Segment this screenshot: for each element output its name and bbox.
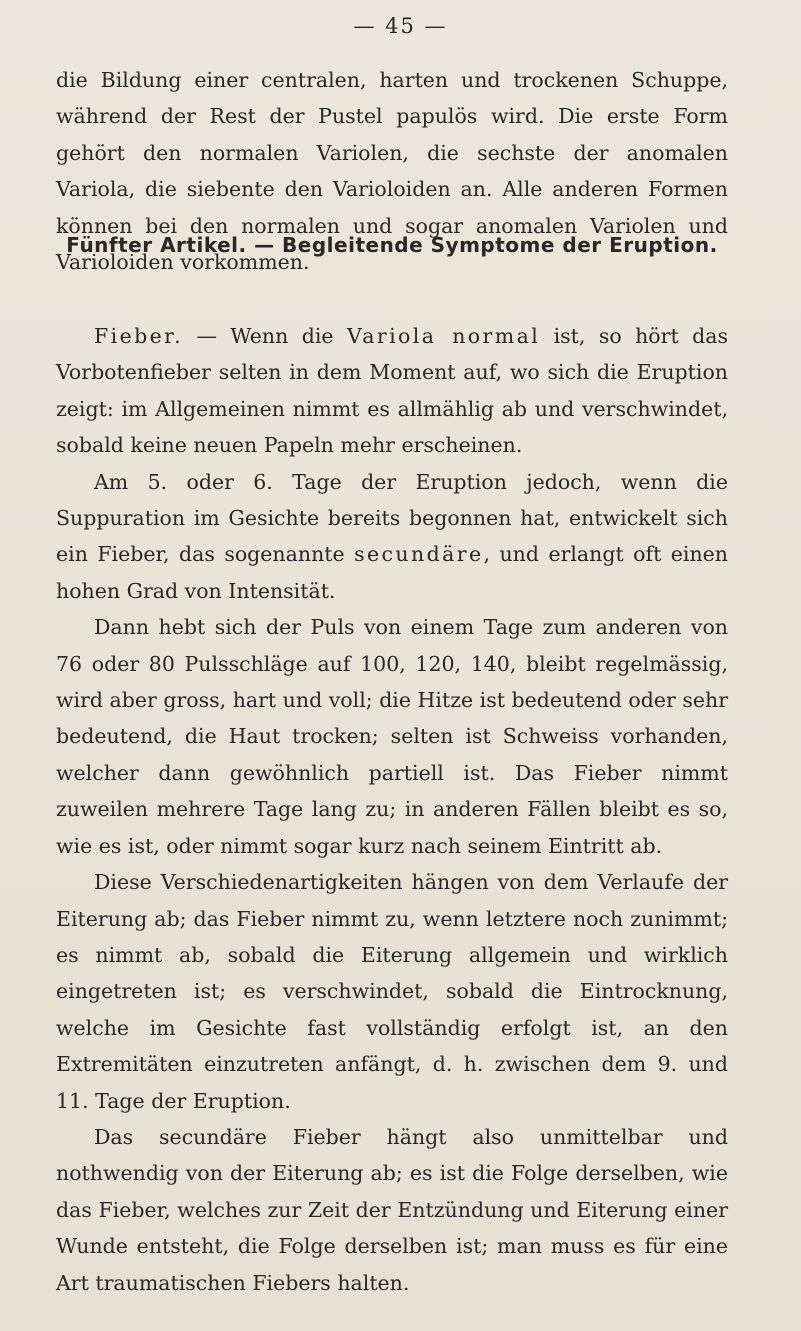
paragraph-text: Am 5. oder 6. Tage der Eruption jedoch, wenn die Suppuration im Gesichte bereits begonnen hat, entwickelt sich ein Fieber, das sogenannte (56, 469, 728, 567)
section-body (56, 318, 728, 1301)
paragraph-secundaeres-fieber: Das secundäre Fieber hängt also unmittelbar und nothwendig von der Eiterung ab; es ist die Folge derselben, wie das Fieber, welches zur Zeit der Entzündung und Eiterung einer Wunde entsteht, die Folge derselben ist; man muss es für eine Art traumatischen Fiebers halten. (56, 1124, 728, 1295)
emphasis-text: secundäre (354, 542, 484, 567)
paragraph-fieber (56, 318, 728, 464)
intro-paragraph: die Bildung einer centralen, harten und trockenen Schuppe, während der Rest der Pustel papulös wird. Die erste Form gehört den normalen Variolen, die sechste der anomalen Variola, die siebente den Varioloiden an. Alle anderen Formen können bei den normalen und sogar anomalen Variolen und Varioloiden vorkommen. (56, 68, 728, 275)
page-number: — 45 — (353, 14, 448, 38)
paragraph-lead: Fieber. (94, 324, 184, 348)
section-heading: Fünfter Artikel. — Begleitende Symptome der Eruption. (66, 233, 718, 257)
paragraph-text: , und erlangt oft einen hohen Grad von Intensität. (56, 542, 729, 603)
paragraph-text: ist, so hört das Vorbotenfieber selten in dem Moment auf, wo sich die Eruption zeigt: im Allgemeinen nimmt es allmählig ab und verschwindet, sobald keine neuen Papeln mehr erscheinen. (56, 324, 728, 458)
paragraph-verschiedenartigkeiten: Diese Verschiedenartigkeiten hängen von dem Verlaufe der Eiterung ab; das Fieber nimmt zu, wenn letztere noch zunimmt; es nimmt ab, sobald die Eiterung allgemein und wirklich eingetreten ist; es verschwindet, sobald die Eintrocknung, welche im Gesichte fast vollständig erfolgt ist, an den Extremitäten einzutreten anfängt, d. h. zwischen dem 9. und 11. Tage der Eruption. (56, 870, 728, 1113)
paragraph-puls: Dann hebt sich der Puls von einem Tage zum anderen von 76 oder 80 Pulsschläge auf 100, 120, 140, bleibt regelmässig, wird aber gross, hart und voll; die Hitze ist bedeutend oder sehr bedeutend, die Haut trocken; selten ist Schweiss vorhanden, welcher dann gewöhnlich partiell ist. Das Fieber nimmt zuweilen mehrere Tage lang zu; in anderen Fällen bleibt es so, wie es ist, oder nimmt sogar kurz nach seinem Eintritt ab. (56, 615, 728, 858)
paragraph-text: — Wenn die (183, 324, 347, 348)
emphasis-text: Variola normal (346, 324, 541, 348)
paragraph-secundaer (56, 464, 728, 610)
